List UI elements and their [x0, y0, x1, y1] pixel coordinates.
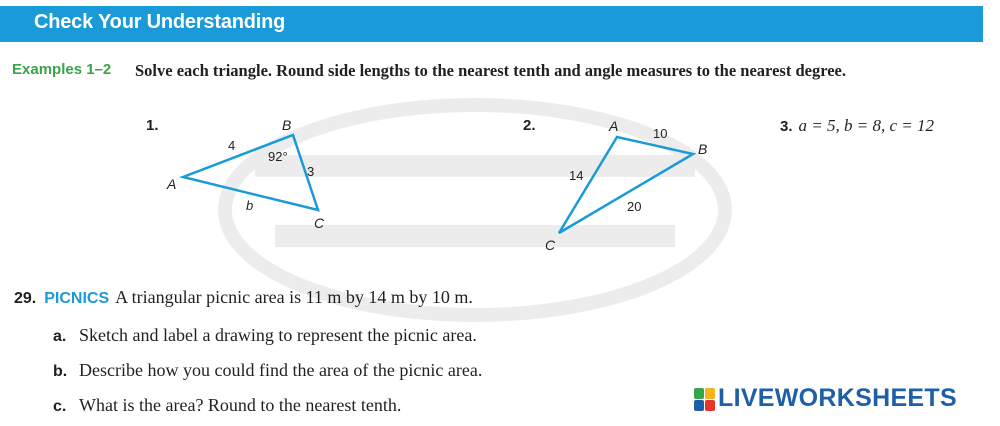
- question-29-number: 29.: [14, 290, 37, 307]
- triangle-2-side-bc: 20: [627, 199, 642, 214]
- question-29-part-c: [53, 395, 401, 416]
- problem-3-number: 3.: [780, 118, 793, 135]
- triangle-2-shape: [559, 137, 693, 233]
- part-b-letter: b.: [53, 363, 68, 380]
- question-29-tag: PICNICS: [44, 290, 110, 307]
- section-title: Check Your Understanding: [34, 11, 286, 33]
- problem-1-number: 1.: [146, 117, 159, 134]
- triangle-1-vertex-b: B: [282, 117, 292, 133]
- liveworksheets-text: LIVEWORKSHEETS: [718, 384, 957, 412]
- question-29-text: A triangular picnic area is 11 m by 14 m by 10 m.: [115, 287, 473, 307]
- triangle-2-side-ab: 10: [653, 126, 668, 141]
- part-c-letter: c.: [53, 398, 67, 415]
- examples-label: Examples 1–2: [12, 61, 112, 78]
- part-b-text: Describe how you could find the area of the picnic area.: [79, 360, 483, 380]
- triangle-1-side-ac: b: [246, 198, 254, 213]
- question-29: [14, 287, 473, 308]
- triangle-1-vertex-c: C: [314, 215, 325, 231]
- question-29-part-a: [53, 325, 477, 346]
- triangle-1-side-bc: 3: [307, 164, 315, 179]
- triangle-1-side-ab: 4: [228, 138, 236, 153]
- problem-2-number: 2.: [523, 117, 536, 134]
- problem-3-text: a = 5, b = 8, c = 12: [798, 116, 934, 135]
- triangle-1-angle-b: 92°: [268, 149, 288, 164]
- liveworksheets-icon: [694, 388, 714, 410]
- part-a-letter: a.: [53, 328, 67, 345]
- triangle-1-vertex-a: A: [167, 176, 177, 192]
- triangle-2-vertex-b: B: [698, 141, 708, 157]
- instructions-text: Solve each triangle. Round side lengths to the nearest tenth and angle measures to the nearest degree.: [135, 61, 846, 80]
- triangle-2-vertex-c: C: [545, 237, 556, 253]
- liveworksheets-logo[interactable]: [694, 384, 957, 413]
- part-a-text: Sketch and label a drawing to represent the picnic area.: [79, 325, 477, 345]
- question-29-part-b: [53, 360, 482, 381]
- problem-3: [780, 116, 934, 136]
- part-c-text: What is the area? Round to the nearest tenth.: [79, 395, 402, 415]
- triangle-2-vertex-a: A: [609, 118, 619, 134]
- triangle-2-side-ac: 14: [569, 168, 584, 183]
